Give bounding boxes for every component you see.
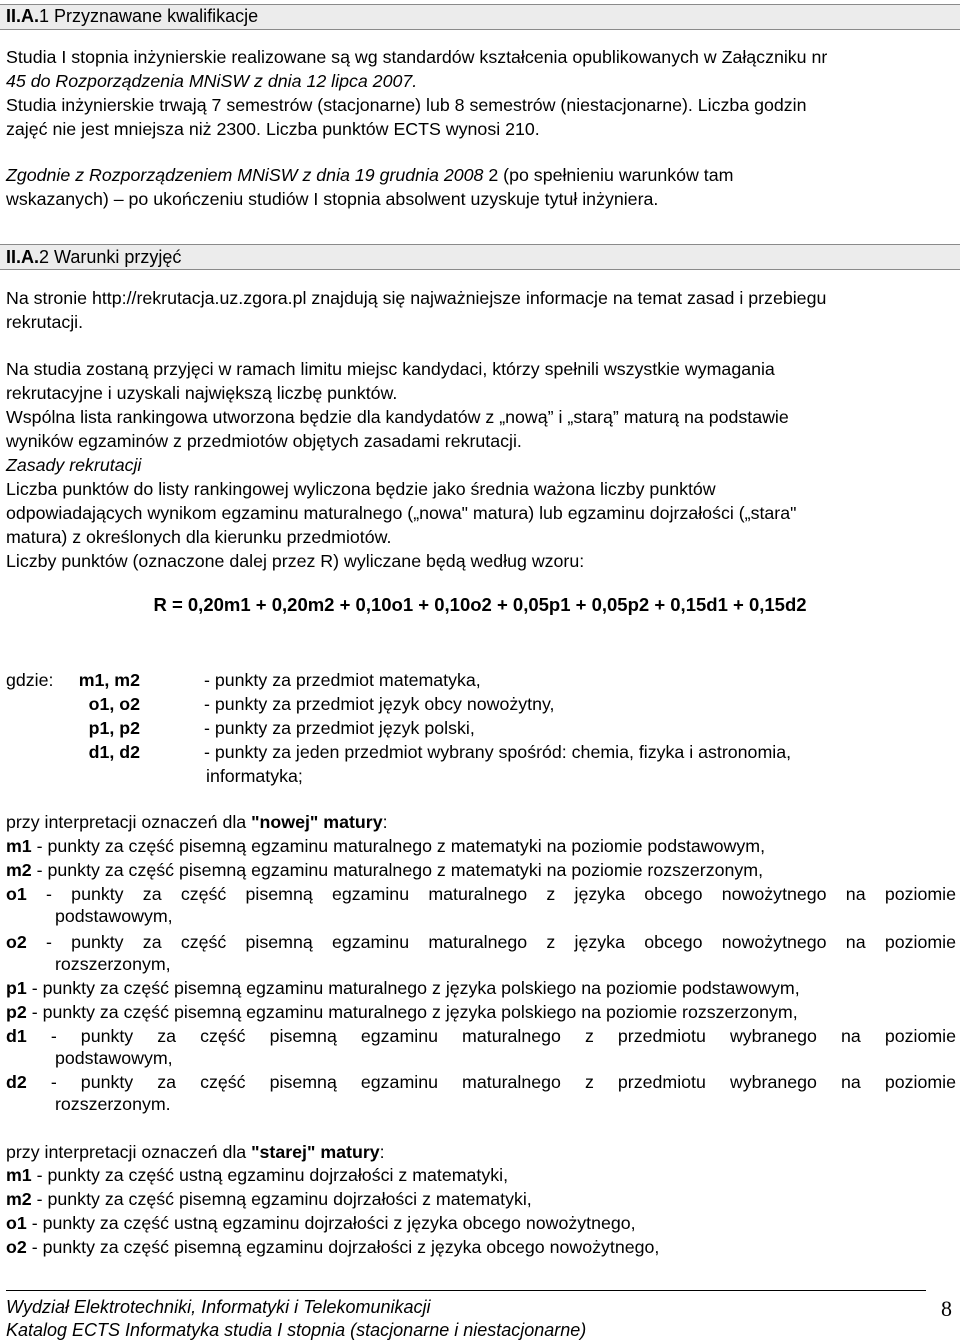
definition-key: d2 xyxy=(6,1072,27,1092)
section-title-admission xyxy=(6,247,181,268)
definition-text: - punkty za część pisemną egzaminu maturalnego z przedmiotu wybranego na poziomie xyxy=(26,1026,956,1046)
definition-key: m2 xyxy=(6,860,32,880)
definition-row xyxy=(6,976,956,1000)
paragraph-regulation xyxy=(6,163,956,211)
text-line: Liczba punktów do listy rankingowej wyliczona będzie jako średnia ważona liczby punktów xyxy=(6,479,716,499)
definition-text: - punkty za część pisemną egzaminu maturalnego z języka polskiego na poziomie rozszerzonym, xyxy=(26,1002,798,1022)
section-title-qualifications xyxy=(6,6,258,27)
definition-key: p1 xyxy=(6,978,27,998)
text-line: odpowiadających wynikom egzaminu maturalnego („nowa" matura) lub egzaminu dojrzałości („stara" xyxy=(6,503,797,523)
definition-row xyxy=(6,882,956,906)
definition-row xyxy=(6,1211,956,1235)
definition-text: - punkty za część pisemną egzaminu maturalnego z języka polskiego na poziomie podstawowym, xyxy=(26,978,800,998)
legend-label: gdzie: xyxy=(6,670,54,690)
text-fragment: przy interpretacji oznaczeń dla xyxy=(6,812,252,832)
definition-continuation: rozszerzonym. xyxy=(55,1094,171,1114)
new-matura-intro xyxy=(6,810,956,834)
text-line: Na studia zostaną przyjęci w ramach limitu miejsc kandydaci, którzy spełnili wszystkie wymagania xyxy=(6,359,775,379)
legend-key: d1, d2 xyxy=(88,742,140,762)
matura-type: "starej" matury xyxy=(251,1142,380,1162)
definition-text: - punkty za część pisemną egzaminu maturalnego z języka obcego nowożytnego na poziomie xyxy=(26,932,956,952)
legend-key: m1, m2 xyxy=(78,670,140,690)
paragraph-website xyxy=(6,286,956,334)
definition-row xyxy=(6,1000,956,1024)
text-line: zajęć nie jest mniejsza niż 2300. Liczba punktów ECTS wynosi 210. xyxy=(6,119,540,139)
section-title-text: 1 Przyznawane kwalifikacje xyxy=(39,6,259,26)
old-matura-intro xyxy=(6,1140,956,1164)
definition-text: - punkty za część pisemną egzaminu dojrzałości z matematyki, xyxy=(31,1189,532,1209)
legend-key: p1, p2 xyxy=(88,718,140,738)
definition-key: d1 xyxy=(6,1026,27,1046)
ranking-formula: R = 0,20m1 + 0,20m2 + 0,10o1 + 0,10o2 + 0,05p1 + 0,05p2 + 0,15d1 + 0,15d2 xyxy=(153,594,807,615)
text-line: Studia I stopnia inżynierskie realizowane są wg standardów kształcenia opublikowanych w Załączniku nr xyxy=(6,47,828,67)
text-line: wyników egzaminów z przedmiotów objętych zasadami rekrutacji. xyxy=(6,431,522,451)
definition-row xyxy=(6,858,956,882)
definition-row xyxy=(6,1187,956,1211)
definition-text: - punkty za część pisemną egzaminu maturalnego z matematyki na poziomie rozszerzonym, xyxy=(31,860,764,880)
section-number: II.A. xyxy=(6,247,40,267)
footer-divider xyxy=(6,1290,926,1291)
legend-desc: - punkty za jeden przedmiot wybrany spośród: chemia, fizyka i astronomia, xyxy=(204,742,792,762)
definition-text: - punkty za część ustną egzaminu dojrzałości z matematyki, xyxy=(31,1165,509,1185)
text-fragment: przy interpretacji oznaczeń dla xyxy=(6,1142,252,1162)
subheading-zasady: Zasady rekrutacji xyxy=(6,455,142,475)
definition-key: o2 xyxy=(6,932,27,952)
definition-row xyxy=(6,1070,956,1094)
section-number: II.A. xyxy=(6,6,40,26)
text-line: wskazanych) – po ukończeniu studiów I stopnia absolwent uzyskuje tytuł inżyniera. xyxy=(6,189,659,209)
paragraph-standards xyxy=(6,45,956,141)
definition-continuation: podstawowym, xyxy=(55,1048,173,1068)
definition-key: o1 xyxy=(6,1213,27,1233)
footer-catalog: Katalog ECTS Informatyka studia I stopnia (stacjonarne i niestacjonarne) xyxy=(6,1320,587,1340)
legend-desc-continuation: informatyka; xyxy=(206,766,303,786)
definition-row xyxy=(6,930,956,954)
matura-type: "nowej" matury xyxy=(251,812,383,832)
definition-key: m1 xyxy=(6,836,32,856)
definition-text: - punkty za część pisemną egzaminu dojrzałości z języka obcego nowożytnego, xyxy=(26,1237,660,1257)
definition-key: o1 xyxy=(6,884,27,904)
text-fragment: : xyxy=(382,812,388,832)
definition-text: - punkty za część ustną egzaminu dojrzałości z języka obcego nowożytnego, xyxy=(26,1213,636,1233)
text-line: Liczby punktów (oznaczone dalej przez R) wyliczane będą według wzoru: xyxy=(6,551,585,571)
legend-desc: - punkty za przedmiot język polski, xyxy=(204,718,475,738)
text-fragment: 2 (po spełnieniu warunków tam xyxy=(483,165,734,185)
definition-text: - punkty za część pisemną egzaminu maturalnego z matematyki na poziomie podstawowym, xyxy=(31,836,766,856)
definition-row xyxy=(6,1235,956,1259)
legend-desc: - punkty za przedmiot język obcy nowożytny, xyxy=(204,694,555,714)
definition-row xyxy=(6,1163,956,1187)
text-line: Na stronie http://rekrutacja.uz.zgora.pl znajdują się najważniejsze informacje na temat zasad i przebiegu xyxy=(6,288,827,308)
definition-key: m2 xyxy=(6,1189,32,1209)
definition-row xyxy=(6,834,956,858)
definition-key: p2 xyxy=(6,1002,27,1022)
legend-key: o1, o2 xyxy=(88,694,140,714)
text-line: rekrutacji. xyxy=(6,312,84,332)
definition-key: o2 xyxy=(6,1237,27,1257)
page-number: 8 xyxy=(941,1296,952,1321)
text-line: Wspólna lista rankingowa utworzona będzie dla kandydatów z „nową” i „starą” maturą na podstawie xyxy=(6,407,789,427)
footer-faculty: Wydział Elektrotechniki, Informatyki i Telekomunikacji xyxy=(6,1297,431,1317)
legend-desc: - punkty za przedmiot matematyka, xyxy=(204,670,481,690)
section-title-text: 2 Warunki przyjęć xyxy=(39,247,182,267)
definition-text: - punkty za część pisemną egzaminu maturalnego z przedmiotu wybranego na poziomie xyxy=(26,1072,956,1092)
text-fragment: : xyxy=(379,1142,385,1162)
definition-text: - punkty za część pisemną egzaminu maturalnego z języka obcego nowożytnego na poziomie xyxy=(26,884,956,904)
definition-continuation: podstawowym, xyxy=(55,906,173,926)
text-line: Studia inżynierskie trwają 7 semestrów (stacjonarne) lub 8 semestrów (niestacjonarne). Liczba godzin xyxy=(6,95,807,115)
definition-key: m1 xyxy=(6,1165,32,1185)
text-line: matura) z określonych dla kierunku przedmiotów. xyxy=(6,527,392,547)
text-line: 45 do Rozporządzenia MNiSW z dnia 12 lipca 2007. xyxy=(6,71,418,91)
definition-continuation: rozszerzonym, xyxy=(55,954,171,974)
regulation-reference: Zgodnie z Rozporządzeniem MNiSW z dnia 19 grudnia 2008 xyxy=(6,165,484,185)
paragraph-admission-rules xyxy=(6,357,956,573)
text-line: rekrutacyjne i uzyskali największą liczbę punktów. xyxy=(6,383,398,403)
definition-row xyxy=(6,1024,956,1048)
